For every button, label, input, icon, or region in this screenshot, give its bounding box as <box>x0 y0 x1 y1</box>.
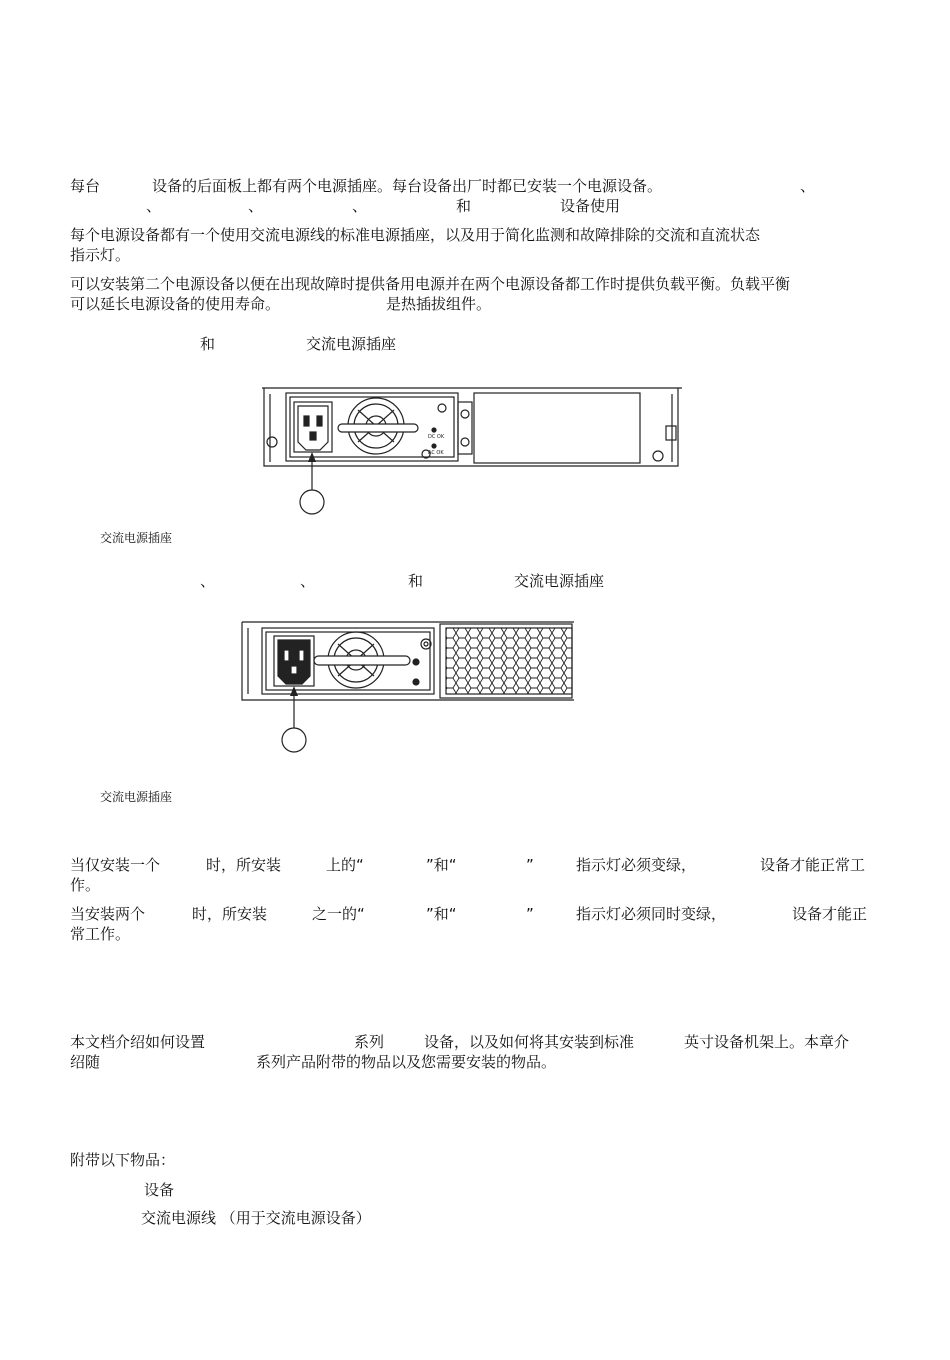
intro-p3-l1: 可以安装第二个电源设备以便在出现故障时提供备用电源并在两个电源设备都工作时提供负载平衡。负载平衡 <box>70 275 791 293</box>
intro-p2-l2: 指示灯。 <box>70 246 131 264</box>
figure1-rear-panel <box>262 380 686 520</box>
figure1-ac-ok-label: AC OK <box>428 450 444 456</box>
intro-p1-l2-e: 设备使用 <box>560 197 621 215</box>
intro-p1-l2-c: 、 <box>352 197 368 215</box>
note2-l1-g: 设备才能正 <box>792 905 868 923</box>
chapter-l1-c: 设备，以及如何将其安装到标准 <box>424 1033 635 1051</box>
intro-p3-l2-a: 可以延长电源设备的使用寿命。 <box>70 295 281 313</box>
intro-p3-l2-b: 是热插拔组件。 <box>386 295 492 313</box>
figure2-heading-d: 交流电源插座 <box>514 572 605 590</box>
note2-l1-f: 指示灯必须同时变绿， <box>576 905 727 923</box>
intro-p1-l2-a: 、 <box>146 197 162 215</box>
package-item: 设备 <box>144 1181 175 1199</box>
note2-l2: 常工作。 <box>70 925 131 943</box>
note2-l1-a: 当安装两个 <box>70 905 146 923</box>
note1-l1-g: 设备才能正常工 <box>760 856 866 874</box>
chapter-l1-a: 本文档介绍如何设置 <box>70 1033 206 1051</box>
intro-p1-l2-d: 和 <box>456 197 472 215</box>
note2-l1-c: 之一的“ <box>312 905 365 923</box>
note2-l1-e: ” <box>526 905 534 923</box>
intro-p1-l1-a: 每台 <box>70 177 101 195</box>
note1-l1-c: 上的“ <box>326 856 364 874</box>
figure2-heading-b: 、 <box>300 572 316 590</box>
package-item: 交流电源线 （用于交流电源设备） <box>141 1209 371 1227</box>
chapter-l2-b: 系列产品附带的物品以及您需要安装的物品。 <box>256 1053 557 1071</box>
note1-l1-f: 指示灯必须变绿， <box>576 856 697 874</box>
note1-l1-d: ”和“ <box>426 856 457 874</box>
figure1-heading-b: 交流电源插座 <box>306 335 397 353</box>
intro-p2-l1: 每个电源设备都有一个使用交流电源线的标准电源插座，以及用于简化监测和故障排除的交流和直流状态 <box>70 226 761 244</box>
figure1-dc-ok-label: DC OK <box>428 434 445 440</box>
note1-l1-b: 时，所安装 <box>206 856 282 874</box>
intro-p1-l2-b: 、 <box>248 197 264 215</box>
figure1-caption: 交流电源插座 <box>100 531 173 545</box>
figure2-caption: 交流电源插座 <box>100 790 173 804</box>
figure2-heading-c: 和 <box>408 572 424 590</box>
intro-p1-l1-c: 、 <box>800 177 816 195</box>
note2-l1-d: ”和“ <box>426 905 457 923</box>
figure2-heading-a: 、 <box>200 572 216 590</box>
figure2-rear-panel <box>240 618 576 758</box>
note2-l1-b: 时，所安装 <box>192 905 268 923</box>
chapter-l1-b: 系列 <box>354 1033 385 1051</box>
package-lead: 附带以下物品： <box>70 1151 176 1169</box>
chapter-l2-a: 绍随 <box>70 1053 101 1071</box>
note1-l1-a: 当仅安装一个 <box>70 856 161 874</box>
chapter-l1-d: 英寸设备机架上。本章介 <box>684 1033 850 1051</box>
figure1-heading-a: 和 <box>200 335 216 353</box>
intro-p1-l1-b: 设备的后面板上都有两个电源插座。每台设备出厂时都已安装一个电源设备。 <box>152 177 663 195</box>
note1-l1-e: ” <box>526 856 534 874</box>
note1-l2: 作。 <box>70 876 101 894</box>
